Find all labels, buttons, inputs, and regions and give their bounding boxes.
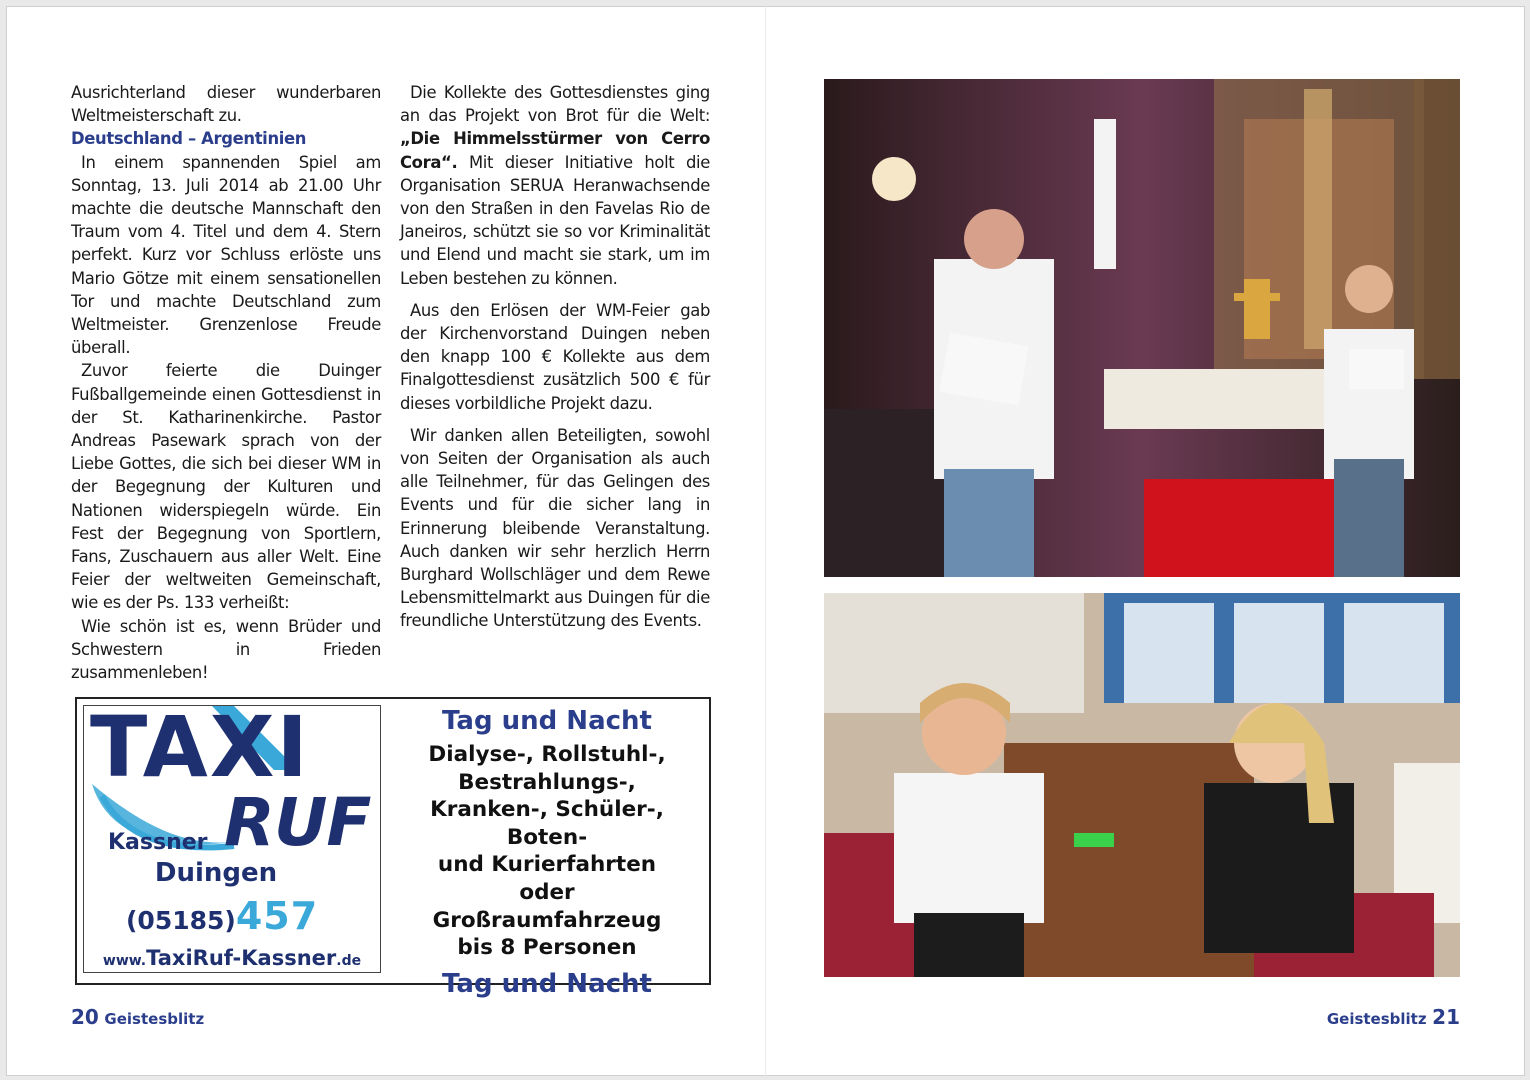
paragraph: [400, 81, 710, 290]
service-line: und Kurierfahrten: [437, 852, 657, 878]
magazine-name: Geistesblitz: [104, 1010, 205, 1028]
church-photo-illustration: [824, 79, 1460, 577]
paragraph: Wie schön ist es, wenn Brüder und Schwestern in Frieden zusammenleben!: [71, 616, 381, 683]
paragraph: Zuvor feierte die Duinger Fußballgemeinde einen Gottesdienst in der St. Katharinenkirche. Pastor Andreas Pasewark sprach von der Liebe Gottes, die sich bei dieser WM in der Begegnung der Kulturen und Nationen widerspiegeln würde. Ein Fest der Begegnung von Sportlern, Fans, Zuschauern aus aller Welt. Eine Feier der weltweiten Gemeinschaft, wie es der Ps. 133 verheißt:: [71, 361, 381, 613]
paragraph: Ausrichterland dieser wunderbaren Weltmeisterschaft zu.: [71, 83, 381, 126]
service-line: Großraumfahrzeug: [432, 907, 662, 933]
service-line: Dialyse-, Rollstuhl-,: [428, 742, 666, 767]
service-line: oder: [519, 879, 575, 905]
church-photo: [824, 79, 1460, 577]
magazine-name: Geistesblitz: [1326, 1010, 1427, 1028]
page-folio-right: [1327, 1005, 1460, 1029]
service-line: Kranken-, Schüler-, Boten-: [430, 797, 664, 850]
service-line: bis 8 Personen: [457, 935, 637, 961]
logo-kassner-text: Kassner: [108, 830, 208, 855]
logo-ruf-text: RUF: [224, 784, 371, 861]
text-run: Mit dieser Initiative holt die Organisation SERUA Heranwachsende von den Straßen in den Favelas Rio de Janeiros, schützt sie so vor Kriminalität und Elend und macht sie stark, um im Leben bestehen zu können.: [400, 152, 710, 288]
logo-taxi-text: TAXI: [90, 705, 310, 796]
project-title: „Die Himmelsstürmer von Cerro Cora“.: [400, 129, 710, 172]
fans-photo-illustration: [824, 593, 1460, 977]
section-heading: Deutschland – Argentinien: [71, 129, 307, 149]
paragraph: In einem spannenden Spiel am Sonntag, 13. Juli 2014 ab 21.00 Uhr machte die deutsche Mannschaft den Traum vom 4. Titel und dem 4. Stern perfekt. Kurz vor Schluss erlöste uns Mario Götze mit einem sensationellen Tor und machte Deutschland zum Weltmeister. Grenzenlose Freude überall.: [71, 152, 381, 358]
logo-duingen-text: Duingen: [154, 858, 278, 888]
website-suffix: .de: [336, 953, 362, 969]
phone-area-code: (05185): [126, 906, 236, 935]
service-line: Bestrahlungs-,: [458, 769, 636, 795]
page-folio-left: [71, 1005, 204, 1029]
ad-tagline-bottom: Tag und Nacht: [442, 968, 652, 999]
taxi-logo: [83, 705, 381, 973]
left-page: [6, 6, 765, 1076]
website-prefix: www.: [102, 953, 147, 969]
paragraph: Wir danken allen Beteiligten, sowohl von Seiten der Organisation als auch alle Teilnehmer, für das Gelingen des Events und für die sicher lang in Erinnerung bleibende Veranstaltung. Auch danken wir sehr herzlich Herrn Burghard Wollschläger und dem Rewe Lebensmittelmarkt aus Duingen für die freundliche Unterstützung des Events.: [400, 425, 710, 631]
phone-digits: 457: [235, 894, 319, 938]
website-link[interactable]: [84, 946, 380, 970]
text-column-1: [71, 81, 381, 684]
fans-photo: [824, 593, 1460, 977]
text-column-2: [400, 81, 710, 633]
page-number: 20: [71, 1005, 99, 1029]
website-main: TaxiRuf-Kassner: [146, 946, 337, 970]
paragraph: Aus den Erlösen der WM-Feier gab der Kirchenvorstand Duingen neben den knapp 100 € Kollekte aus dem Finalgottesdienst zusätzlich 500 € für dieses vorbildliche Projekt dazu.: [400, 300, 710, 413]
taxi-advertisement: [75, 697, 711, 999]
page-number: 21: [1432, 1005, 1460, 1029]
text-run: Die Kollekte des Gottesdienstes ging an das Projekt von Brot für die Welt:: [400, 83, 710, 126]
ad-services: [389, 705, 705, 1000]
right-page: [766, 6, 1525, 1076]
ad-tagline-top: Tag und Nacht: [442, 706, 652, 736]
phone-number: [126, 894, 318, 938]
